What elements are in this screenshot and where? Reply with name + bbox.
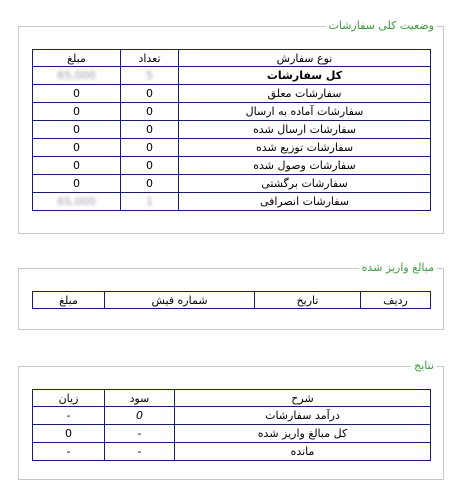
table-row [33,67,431,85]
results-legend: نتایج [411,359,437,373]
row-description: کل مبالغ واریز شده [175,425,431,443]
header-row-number: ردیف [361,292,431,309]
results-panel [18,359,444,480]
row-amount [33,193,121,211]
row-amount: 0 [33,157,121,175]
table-row [33,157,431,175]
table-row [33,425,431,443]
results-table [32,389,431,461]
header-count: تعداد [121,50,179,67]
table-row [33,85,431,103]
row-label: سفارشات وصول شده [179,157,431,175]
row-count: 0 [121,139,179,157]
row-count [121,193,179,211]
blurred-value: 65,000 [57,69,96,82]
orders-status-table [32,49,431,211]
header-order-type: نوع سفارش [179,50,431,67]
row-loss: - [33,443,105,461]
row-count: 0 [121,157,179,175]
row-count-total [121,67,179,85]
table-row [33,103,431,121]
row-count: 0 [121,85,179,103]
row-amount: 0 [33,139,121,157]
row-label-total: کل سفارشات [179,67,431,85]
table-row [33,443,431,461]
header-profit: سود [105,390,175,407]
row-loss: - [33,407,105,425]
row-profit: - [105,443,175,461]
header-description: شرح [175,390,431,407]
orders-status-legend: وضعیت کلی سفارشات [326,19,438,33]
header-receipt-number: شماره فیش [105,292,255,309]
table-row [33,193,431,211]
row-profit: - [105,425,175,443]
row-amount: 0 [33,121,121,139]
blurred-value: 65,000 [57,195,96,208]
table-header-row [33,50,431,67]
row-amount: 0 [33,85,121,103]
blurred-value: 1 [146,195,153,208]
row-label: سفارشات انصرافی [179,193,431,211]
row-loss: 0 [33,425,105,443]
header-date: تاریخ [255,292,361,309]
blurred-value: 5 [146,69,153,82]
header-amount: مبلغ [33,50,121,67]
table-row [33,121,431,139]
header-loss: زیان [33,390,105,407]
table-row [33,175,431,193]
deposits-panel [18,261,444,330]
row-profit: 0 [105,407,175,425]
row-count: 0 [121,103,179,121]
table-header-row [33,390,431,407]
row-amount: 0 [33,175,121,193]
row-count: 0 [121,121,179,139]
row-label: سفارشات ارسال شده [179,121,431,139]
header-amount: مبلغ [33,292,105,309]
table-row [33,139,431,157]
deposits-legend: مبالغ واریز شده [359,261,437,275]
table-header-row [33,292,431,309]
row-description: مانده [175,443,431,461]
row-description: درآمد سفارشات [175,407,431,425]
table-row [33,407,431,425]
row-label: سفارشات معلق [179,85,431,103]
row-count: 0 [121,175,179,193]
deposits-table [32,291,431,309]
row-label: سفارشات برگشتی [179,175,431,193]
orders-status-panel [18,19,444,234]
row-label: سفارشات آماده به ارسال [179,103,431,121]
row-label: سفارشات توزیع شده [179,139,431,157]
row-amount: 0 [33,103,121,121]
row-amount-total [33,67,121,85]
